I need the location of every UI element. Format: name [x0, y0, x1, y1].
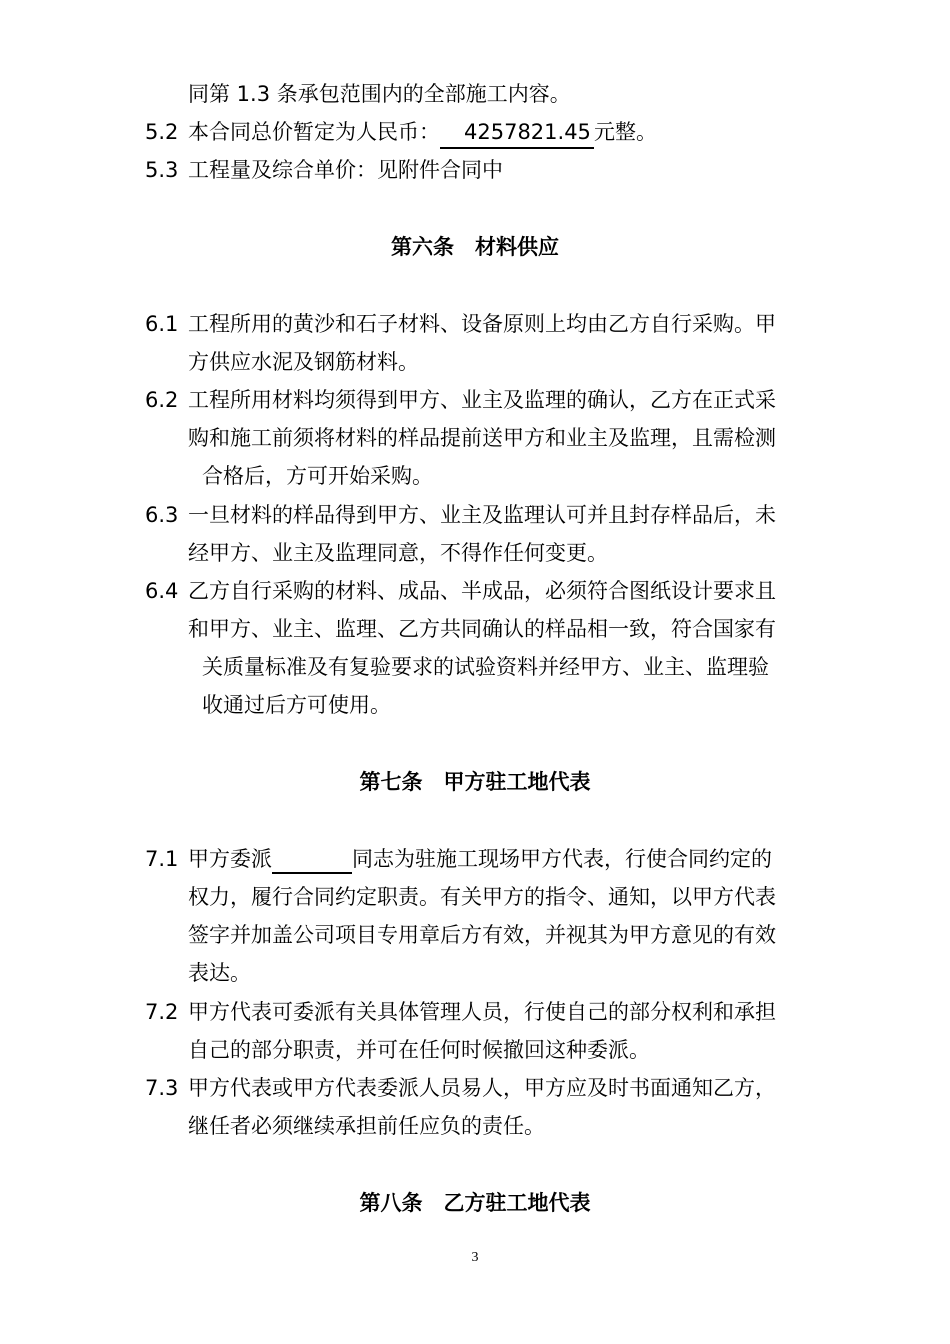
article-8-heading: 第八条 乙方驻工地代表 [359, 1191, 591, 1215]
clause-6-1-line: 工程所用的黄沙和石子材料、设备原则上均由乙方自行采购。甲 [188, 312, 776, 336]
article-6-heading: 第六条 材料供应 [391, 235, 559, 259]
clause-number: 7.2 [145, 1000, 179, 1024]
clause-6-4-line: 和甲方、业主、监理、乙方共同确认的样品相一致，符合国家有 [188, 617, 776, 641]
representative-name-blank [272, 848, 352, 874]
clause-5-3: 工程量及综合单价：见附件合同中 [188, 158, 503, 182]
clause-text: 甲方委派 [188, 847, 272, 871]
clause-6-3-line: 经甲方、业主及监理同意，不得作任何变更。 [188, 541, 608, 565]
clause-7-1-line: 签字并加盖公司项目专用章后方有效，并视其为甲方意见的有效 [188, 923, 776, 947]
clause-5-2 [188, 117, 657, 149]
clause-number: 6.4 [145, 579, 179, 603]
clause-number: 6.3 [145, 503, 179, 527]
clause-number: 6.2 [145, 388, 179, 412]
clause-number: 5.2 [145, 120, 179, 144]
clause-7-3-line: 继任者必须继续承担前任应负的责任。 [188, 1114, 545, 1138]
clause-text: 元整。 [594, 120, 657, 144]
clause-6-1-line: 方供应水泥及钢筋材料。 [188, 350, 419, 374]
continued-text: 同第 1.3 条承包范围内的全部施工内容。 [188, 82, 571, 106]
clause-6-2-line: 工程所用材料均须得到甲方、业主及监理的确认，乙方在正式采 [188, 388, 776, 412]
clause-7-1-line [188, 844, 772, 874]
clause-number: 7.1 [145, 847, 179, 871]
clause-number: 7.3 [145, 1076, 179, 1100]
clause-6-3-line: 一旦材料的样品得到甲方、业主及监理认可并且封存样品后，未 [188, 503, 776, 527]
clause-7-2-line: 甲方代表可委派有关具体管理人员，行使自己的部分权利和承担 [188, 1000, 776, 1024]
clause-text: 同志为驻施工现场甲方代表，行使合同约定的 [352, 847, 772, 871]
page-number: 3 [471, 1250, 479, 1265]
clause-7-1-line: 表达。 [188, 961, 251, 985]
clause-6-4-line: 收通过后方可使用。 [202, 693, 391, 717]
clause-7-3-line: 甲方代表或甲方代表委派人员易人，甲方应及时书面通知乙方， [188, 1076, 776, 1100]
clause-6-2-line: 合格后，方可开始采购。 [202, 464, 433, 488]
clause-6-2-line: 购和施工前须将材料的样品提前送甲方和业主及监理，且需检测 [188, 426, 776, 450]
clause-6-4-line: 关质量标准及有复验要求的试验资料并经甲方、业主、监理验 [202, 655, 769, 679]
article-7-heading: 第七条 甲方驻工地代表 [359, 770, 591, 794]
clause-7-2-line: 自己的部分职责，并可在任何时候撤回这种委派。 [188, 1038, 650, 1062]
contract-amount: 4257821.45 [440, 117, 594, 149]
clause-text: 本合同总价暂定为人民币： [188, 120, 440, 144]
clause-6-4-line: 乙方自行采购的材料、成品、半成品，必须符合图纸设计要求且 [188, 579, 776, 603]
clause-number: 5.3 [145, 158, 179, 182]
clause-7-1-line: 权力，履行合同约定职责。有关甲方的指令、通知，以甲方代表 [188, 885, 776, 909]
clause-number: 6.1 [145, 312, 179, 336]
